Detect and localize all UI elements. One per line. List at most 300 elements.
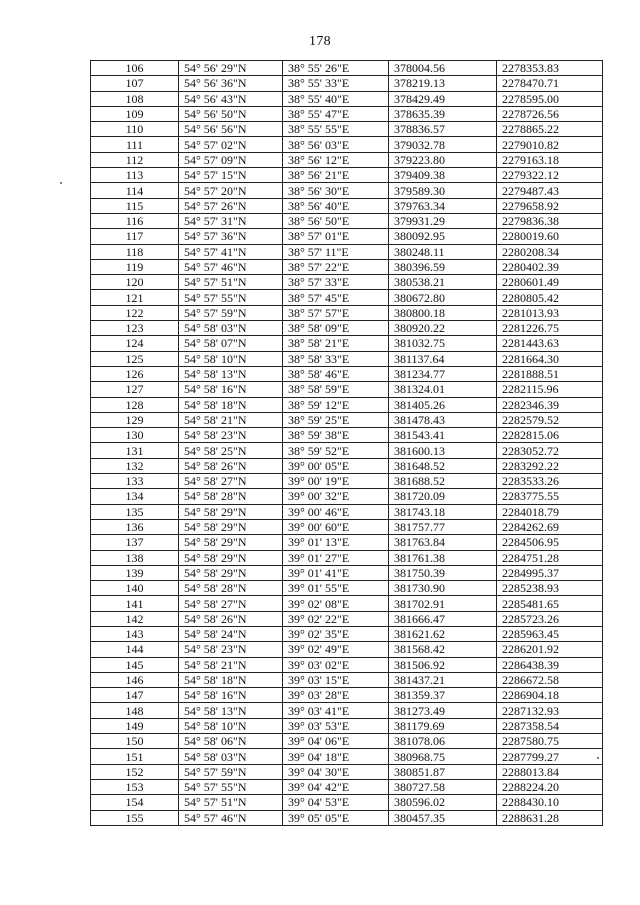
- y-coordinate-cell: 2281888.51: [497, 366, 603, 381]
- table-row: [91, 657, 603, 672]
- point-number-cell: 122: [91, 305, 179, 320]
- point-number-cell: 119: [91, 259, 179, 274]
- latitude-cell: 54° 56' 36"N: [179, 76, 283, 91]
- table-row: [91, 366, 603, 381]
- longitude-cell: 38° 57' 01"E: [283, 229, 389, 244]
- longitude-cell: 39° 00' 05"E: [283, 458, 389, 473]
- longitude-cell: 39° 03' 28"E: [283, 688, 389, 703]
- latitude-cell: 54° 58' 10"N: [179, 351, 283, 366]
- table-row: [91, 581, 603, 596]
- longitude-cell: 38° 55' 33"E: [283, 76, 389, 91]
- y-coordinate-cell: 2279836.38: [497, 213, 603, 228]
- longitude-cell: 38° 58' 33"E: [283, 351, 389, 366]
- table-row: [91, 122, 603, 137]
- x-coordinate-cell: 380248.11: [389, 244, 497, 259]
- point-number-cell: 139: [91, 565, 179, 580]
- table-row: [91, 76, 603, 91]
- longitude-cell: 38° 56' 03"E: [283, 137, 389, 152]
- x-coordinate-cell: 378429.49: [389, 91, 497, 106]
- point-number-cell: 115: [91, 198, 179, 213]
- x-coordinate-cell: 381600.13: [389, 443, 497, 458]
- y-coordinate-cell: 2285238.93: [497, 581, 603, 596]
- longitude-cell: 38° 57' 33"E: [283, 275, 389, 290]
- latitude-cell: 54° 57' 20"N: [179, 183, 283, 198]
- point-number-cell: 146: [91, 672, 179, 687]
- table-row: [91, 810, 603, 825]
- latitude-cell: 54° 58' 28"N: [179, 489, 283, 504]
- longitude-cell: 38° 55' 47"E: [283, 106, 389, 121]
- longitude-cell: 38° 56' 21"E: [283, 168, 389, 183]
- x-coordinate-cell: 380396.59: [389, 259, 497, 274]
- x-coordinate-cell: 379763.34: [389, 198, 497, 213]
- x-coordinate-cell: 378219.13: [389, 76, 497, 91]
- y-coordinate-cell: 2286438.39: [497, 657, 603, 672]
- latitude-cell: 54° 58' 03"N: [179, 321, 283, 336]
- table-row: [91, 382, 603, 397]
- point-number-cell: 150: [91, 734, 179, 749]
- latitude-cell: 54° 58' 26"N: [179, 458, 283, 473]
- x-coordinate-cell: 379931.29: [389, 213, 497, 228]
- longitude-cell: 39° 03' 53"E: [283, 718, 389, 733]
- longitude-cell: 39° 00' 60"E: [283, 519, 389, 534]
- table-row: [91, 397, 603, 412]
- longitude-cell: 38° 56' 50"E: [283, 213, 389, 228]
- latitude-cell: 54° 58' 16"N: [179, 382, 283, 397]
- longitude-cell: 39° 04' 18"E: [283, 749, 389, 764]
- table-row: [91, 550, 603, 565]
- latitude-cell: 54° 56' 29"N: [179, 61, 283, 76]
- y-coordinate-cell: 2280208.34: [497, 244, 603, 259]
- point-number-cell: 109: [91, 106, 179, 121]
- latitude-cell: 54° 58' 21"N: [179, 412, 283, 427]
- y-coordinate-cell: 2288430.10: [497, 795, 603, 810]
- latitude-cell: 54° 58' 10"N: [179, 718, 283, 733]
- y-coordinate-cell: 2282579.52: [497, 412, 603, 427]
- latitude-cell: 54° 57' 26"N: [179, 198, 283, 213]
- latitude-cell: 54° 57' 55"N: [179, 779, 283, 794]
- table-row: [91, 321, 603, 336]
- point-number-cell: 106: [91, 61, 179, 76]
- table-row: [91, 764, 603, 779]
- x-coordinate-cell: 380538.21: [389, 275, 497, 290]
- x-coordinate-cell: 381750.39: [389, 565, 497, 580]
- point-number-cell: 116: [91, 213, 179, 228]
- y-coordinate-cell: 2287358.54: [497, 718, 603, 733]
- point-number-cell: 152: [91, 764, 179, 779]
- latitude-cell: 54° 58' 29"N: [179, 519, 283, 534]
- y-coordinate-cell: 2288224.20: [497, 779, 603, 794]
- x-coordinate-cell: 381763.84: [389, 535, 497, 550]
- point-number-cell: 132: [91, 458, 179, 473]
- table-row: [91, 626, 603, 641]
- x-coordinate-cell: 381179.69: [389, 718, 497, 733]
- latitude-cell: 54° 58' 06"N: [179, 734, 283, 749]
- latitude-cell: 54° 58' 13"N: [179, 703, 283, 718]
- latitude-cell: 54° 58' 23"N: [179, 428, 283, 443]
- y-coordinate-cell: 2286672.58: [497, 672, 603, 687]
- latitude-cell: 54° 57' 59"N: [179, 764, 283, 779]
- point-number-cell: 153: [91, 779, 179, 794]
- latitude-cell: 54° 57' 46"N: [179, 810, 283, 825]
- x-coordinate-cell: 381324.01: [389, 382, 497, 397]
- longitude-cell: 38° 59' 38"E: [283, 428, 389, 443]
- y-coordinate-cell: 2283533.26: [497, 474, 603, 489]
- table-row: [91, 795, 603, 810]
- longitude-cell: 39° 01' 27"E: [283, 550, 389, 565]
- y-coordinate-cell: 2280402.39: [497, 259, 603, 274]
- x-coordinate-cell: 379409.38: [389, 168, 497, 183]
- longitude-cell: 38° 58' 09"E: [283, 321, 389, 336]
- x-coordinate-cell: 381648.52: [389, 458, 497, 473]
- latitude-cell: 54° 57' 02"N: [179, 137, 283, 152]
- y-coordinate-cell: 2281226.75: [497, 321, 603, 336]
- longitude-cell: 39° 04' 06"E: [283, 734, 389, 749]
- table-row: [91, 428, 603, 443]
- longitude-cell: 39° 03' 02"E: [283, 657, 389, 672]
- point-number-cell: 141: [91, 596, 179, 611]
- y-coordinate-cell: 2284751.28: [497, 550, 603, 565]
- x-coordinate-cell: 380800.18: [389, 305, 497, 320]
- y-coordinate-cell: 2278726.56: [497, 106, 603, 121]
- x-coordinate-cell: 381720.09: [389, 489, 497, 504]
- point-number-cell: 126: [91, 366, 179, 381]
- longitude-cell: 39° 04' 30"E: [283, 764, 389, 779]
- point-number-cell: 121: [91, 290, 179, 305]
- point-number-cell: 154: [91, 795, 179, 810]
- longitude-cell: 39° 02' 49"E: [283, 642, 389, 657]
- point-number-cell: 144: [91, 642, 179, 657]
- point-number-cell: 142: [91, 611, 179, 626]
- x-coordinate-cell: 379223.80: [389, 152, 497, 167]
- latitude-cell: 54° 57' 46"N: [179, 259, 283, 274]
- longitude-cell: 39° 03' 41"E: [283, 703, 389, 718]
- latitude-cell: 54° 57' 15"N: [179, 168, 283, 183]
- longitude-cell: 39° 01' 41"E: [283, 565, 389, 580]
- latitude-cell: 54° 58' 18"N: [179, 672, 283, 687]
- table-row: [91, 596, 603, 611]
- table-row: [91, 351, 603, 366]
- table-row: [91, 198, 603, 213]
- x-coordinate-cell: 381621.62: [389, 626, 497, 641]
- point-number-cell: 134: [91, 489, 179, 504]
- longitude-cell: 39° 00' 19"E: [283, 474, 389, 489]
- table-row: [91, 458, 603, 473]
- table-row: [91, 244, 603, 259]
- y-coordinate-cell: 2287799.27: [497, 749, 603, 764]
- latitude-cell: 54° 58' 26"N: [179, 611, 283, 626]
- latitude-cell: 54° 58' 27"N: [179, 474, 283, 489]
- point-number-cell: 117: [91, 229, 179, 244]
- table-row: [91, 168, 603, 183]
- point-number-cell: 120: [91, 275, 179, 290]
- latitude-cell: 54° 56' 50"N: [179, 106, 283, 121]
- x-coordinate-cell: 381437.21: [389, 672, 497, 687]
- longitude-cell: 38° 55' 40"E: [283, 91, 389, 106]
- point-number-cell: 113: [91, 168, 179, 183]
- x-coordinate-cell: 380851.87: [389, 764, 497, 779]
- y-coordinate-cell: 2283775.55: [497, 489, 603, 504]
- longitude-cell: 38° 55' 26"E: [283, 61, 389, 76]
- longitude-cell: 38° 58' 21"E: [283, 336, 389, 351]
- scan-speck: [597, 757, 599, 759]
- point-number-cell: 118: [91, 244, 179, 259]
- latitude-cell: 54° 57' 59"N: [179, 305, 283, 320]
- point-number-cell: 138: [91, 550, 179, 565]
- point-number-cell: 111: [91, 137, 179, 152]
- x-coordinate-cell: 380727.58: [389, 779, 497, 794]
- point-number-cell: 108: [91, 91, 179, 106]
- y-coordinate-cell: 2286904.18: [497, 688, 603, 703]
- x-coordinate-cell: 381234.77: [389, 366, 497, 381]
- longitude-cell: 38° 59' 12"E: [283, 397, 389, 412]
- y-coordinate-cell: 2284262.69: [497, 519, 603, 534]
- table-row: [91, 259, 603, 274]
- table-row: [91, 734, 603, 749]
- latitude-cell: 54° 58' 03"N: [179, 749, 283, 764]
- y-coordinate-cell: 2282115.96: [497, 382, 603, 397]
- latitude-cell: 54° 57' 41"N: [179, 244, 283, 259]
- x-coordinate-cell: 381688.52: [389, 474, 497, 489]
- y-coordinate-cell: 2286201.92: [497, 642, 603, 657]
- longitude-cell: 39° 02' 22"E: [283, 611, 389, 626]
- longitude-cell: 39° 01' 13"E: [283, 535, 389, 550]
- coordinates-table-body: [91, 61, 603, 826]
- point-number-cell: 110: [91, 122, 179, 137]
- longitude-cell: 38° 56' 30"E: [283, 183, 389, 198]
- table-row: [91, 336, 603, 351]
- x-coordinate-cell: 378004.56: [389, 61, 497, 76]
- longitude-cell: 38° 57' 22"E: [283, 259, 389, 274]
- point-number-cell: 135: [91, 504, 179, 519]
- longitude-cell: 38° 57' 45"E: [283, 290, 389, 305]
- y-coordinate-cell: 2279322.12: [497, 168, 603, 183]
- y-coordinate-cell: 2281443.63: [497, 336, 603, 351]
- point-number-cell: 137: [91, 535, 179, 550]
- y-coordinate-cell: 2285723.26: [497, 611, 603, 626]
- x-coordinate-cell: 381137.64: [389, 351, 497, 366]
- latitude-cell: 54° 58' 23"N: [179, 642, 283, 657]
- x-coordinate-cell: 381478.43: [389, 412, 497, 427]
- latitude-cell: 54° 58' 07"N: [179, 336, 283, 351]
- point-number-cell: 112: [91, 152, 179, 167]
- point-number-cell: 128: [91, 397, 179, 412]
- x-coordinate-cell: 381543.41: [389, 428, 497, 443]
- point-number-cell: 140: [91, 581, 179, 596]
- table-row: [91, 290, 603, 305]
- point-number-cell: 151: [91, 749, 179, 764]
- latitude-cell: 54° 58' 18"N: [179, 397, 283, 412]
- table-row: [91, 412, 603, 427]
- point-number-cell: 147: [91, 688, 179, 703]
- y-coordinate-cell: 2281664.30: [497, 351, 603, 366]
- table-row: [91, 152, 603, 167]
- y-coordinate-cell: 2278595.00: [497, 91, 603, 106]
- point-number-cell: 124: [91, 336, 179, 351]
- y-coordinate-cell: 2288631.28: [497, 810, 603, 825]
- longitude-cell: 38° 57' 11"E: [283, 244, 389, 259]
- x-coordinate-cell: 379032.78: [389, 137, 497, 152]
- table-row: [91, 611, 603, 626]
- latitude-cell: 54° 57' 55"N: [179, 290, 283, 305]
- latitude-cell: 54° 58' 16"N: [179, 688, 283, 703]
- table-row: [91, 703, 603, 718]
- table-row: [91, 91, 603, 106]
- x-coordinate-cell: 380457.35: [389, 810, 497, 825]
- latitude-cell: 54° 58' 29"N: [179, 535, 283, 550]
- y-coordinate-cell: 2287580.75: [497, 734, 603, 749]
- y-coordinate-cell: 2282346.39: [497, 397, 603, 412]
- longitude-cell: 38° 56' 12"E: [283, 152, 389, 167]
- page-number: 178: [309, 34, 331, 49]
- y-coordinate-cell: 2279658.92: [497, 198, 603, 213]
- longitude-cell: 39° 05' 05"E: [283, 810, 389, 825]
- table-row: [91, 305, 603, 320]
- y-coordinate-cell: 2287132.93: [497, 703, 603, 718]
- x-coordinate-cell: 380968.75: [389, 749, 497, 764]
- point-number-cell: 130: [91, 428, 179, 443]
- table-row: [91, 672, 603, 687]
- point-number-cell: 114: [91, 183, 179, 198]
- x-coordinate-cell: 381743.18: [389, 504, 497, 519]
- y-coordinate-cell: 2285963.45: [497, 626, 603, 641]
- latitude-cell: 54° 56' 43"N: [179, 91, 283, 106]
- longitude-cell: 39° 01' 55"E: [283, 581, 389, 596]
- table-row: [91, 61, 603, 76]
- point-number-cell: 131: [91, 443, 179, 458]
- point-number-cell: 145: [91, 657, 179, 672]
- y-coordinate-cell: 2284995.37: [497, 565, 603, 580]
- y-coordinate-cell: 2280019.60: [497, 229, 603, 244]
- longitude-cell: 38° 59' 25"E: [283, 412, 389, 427]
- latitude-cell: 54° 57' 51"N: [179, 795, 283, 810]
- y-coordinate-cell: 2278353.83: [497, 61, 603, 76]
- x-coordinate-cell: 381702.91: [389, 596, 497, 611]
- point-number-cell: 125: [91, 351, 179, 366]
- scan-speck: [60, 182, 62, 184]
- x-coordinate-cell: 381730.90: [389, 581, 497, 596]
- point-number-cell: 123: [91, 321, 179, 336]
- y-coordinate-cell: 2281013.93: [497, 305, 603, 320]
- x-coordinate-cell: 378836.57: [389, 122, 497, 137]
- longitude-cell: 38° 56' 40"E: [283, 198, 389, 213]
- latitude-cell: 54° 58' 29"N: [179, 504, 283, 519]
- point-number-cell: 155: [91, 810, 179, 825]
- latitude-cell: 54° 58' 29"N: [179, 565, 283, 580]
- point-number-cell: 149: [91, 718, 179, 733]
- x-coordinate-cell: 381568.42: [389, 642, 497, 657]
- point-number-cell: 148: [91, 703, 179, 718]
- y-coordinate-cell: 2283052.72: [497, 443, 603, 458]
- x-coordinate-cell: 381757.77: [389, 519, 497, 534]
- latitude-cell: 54° 58' 25"N: [179, 443, 283, 458]
- latitude-cell: 54° 58' 29"N: [179, 550, 283, 565]
- table-row: [91, 106, 603, 121]
- latitude-cell: 54° 58' 27"N: [179, 596, 283, 611]
- longitude-cell: 38° 57' 57"E: [283, 305, 389, 320]
- table-row: [91, 688, 603, 703]
- latitude-cell: 54° 58' 24"N: [179, 626, 283, 641]
- table-row: [91, 489, 603, 504]
- longitude-cell: 39° 02' 08"E: [283, 596, 389, 611]
- y-coordinate-cell: 2284506.95: [497, 535, 603, 550]
- x-coordinate-cell: 380672.80: [389, 290, 497, 305]
- longitude-cell: 39° 04' 42"E: [283, 779, 389, 794]
- x-coordinate-cell: 380596.02: [389, 795, 497, 810]
- latitude-cell: 54° 57' 36"N: [179, 229, 283, 244]
- x-coordinate-cell: 381359.37: [389, 688, 497, 703]
- point-number-cell: 133: [91, 474, 179, 489]
- y-coordinate-cell: 2278470.71: [497, 76, 603, 91]
- longitude-cell: 39° 02' 35"E: [283, 626, 389, 641]
- point-number-cell: 127: [91, 382, 179, 397]
- x-coordinate-cell: 381032.75: [389, 336, 497, 351]
- point-number-cell: 107: [91, 76, 179, 91]
- latitude-cell: 54° 58' 21"N: [179, 657, 283, 672]
- point-number-cell: 129: [91, 412, 179, 427]
- table-row: [91, 275, 603, 290]
- table-row: [91, 519, 603, 534]
- x-coordinate-cell: 381273.49: [389, 703, 497, 718]
- y-coordinate-cell: 2280805.42: [497, 290, 603, 305]
- table-row: [91, 474, 603, 489]
- table-row: [91, 642, 603, 657]
- latitude-cell: 54° 56' 56"N: [179, 122, 283, 137]
- longitude-cell: 38° 58' 59"E: [283, 382, 389, 397]
- longitude-cell: 39° 03' 15"E: [283, 672, 389, 687]
- y-coordinate-cell: 2279487.43: [497, 183, 603, 198]
- latitude-cell: 54° 58' 13"N: [179, 366, 283, 381]
- table-row: [91, 749, 603, 764]
- y-coordinate-cell: 2278865.22: [497, 122, 603, 137]
- latitude-cell: 54° 57' 09"N: [179, 152, 283, 167]
- longitude-cell: 39° 00' 46"E: [283, 504, 389, 519]
- table-row: [91, 183, 603, 198]
- table-row: [91, 443, 603, 458]
- y-coordinate-cell: 2280601.49: [497, 275, 603, 290]
- x-coordinate-cell: 378635.39: [389, 106, 497, 121]
- longitude-cell: 38° 58' 46"E: [283, 366, 389, 381]
- longitude-cell: 38° 59' 52"E: [283, 443, 389, 458]
- latitude-cell: 54° 58' 28"N: [179, 581, 283, 596]
- table-row: [91, 213, 603, 228]
- x-coordinate-cell: 381405.26: [389, 397, 497, 412]
- x-coordinate-cell: 379589.30: [389, 183, 497, 198]
- y-coordinate-cell: 2284018.79: [497, 504, 603, 519]
- table-row: [91, 565, 603, 580]
- x-coordinate-cell: 381506.92: [389, 657, 497, 672]
- y-coordinate-cell: 2279010.82: [497, 137, 603, 152]
- y-coordinate-cell: 2283292.22: [497, 458, 603, 473]
- y-coordinate-cell: 2279163.18: [497, 152, 603, 167]
- coordinates-table: [90, 60, 603, 826]
- latitude-cell: 54° 57' 31"N: [179, 213, 283, 228]
- table-row: [91, 779, 603, 794]
- table-row: [91, 535, 603, 550]
- x-coordinate-cell: 381666.47: [389, 611, 497, 626]
- table-row: [91, 137, 603, 152]
- y-coordinate-cell: 2285481.65: [497, 596, 603, 611]
- x-coordinate-cell: 381761.38: [389, 550, 497, 565]
- y-coordinate-cell: 2288013.84: [497, 764, 603, 779]
- point-number-cell: 143: [91, 626, 179, 641]
- table-row: [91, 504, 603, 519]
- longitude-cell: 39° 00' 32"E: [283, 489, 389, 504]
- longitude-cell: 38° 55' 55"E: [283, 122, 389, 137]
- table-row: [91, 229, 603, 244]
- x-coordinate-cell: 381078.06: [389, 734, 497, 749]
- x-coordinate-cell: 380092.95: [389, 229, 497, 244]
- latitude-cell: 54° 57' 51"N: [179, 275, 283, 290]
